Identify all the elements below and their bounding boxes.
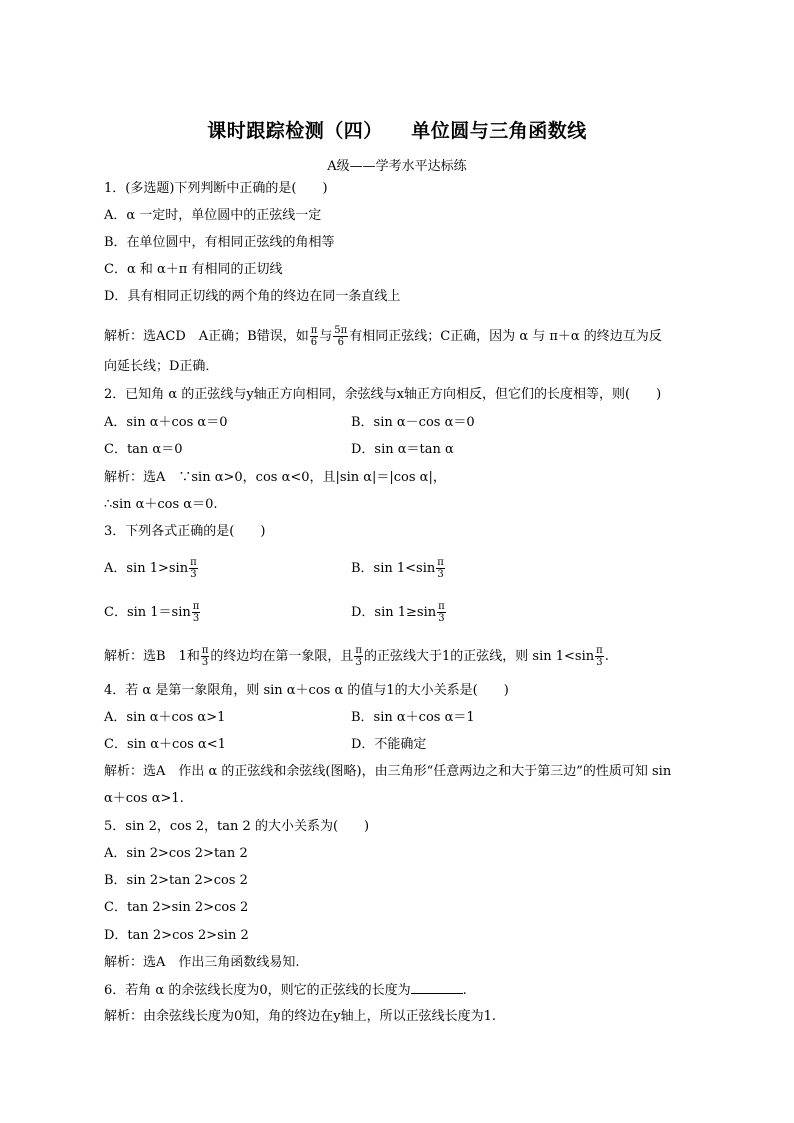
q3-answer-text-a: 解析：选B 1和 [104,649,200,664]
q3-option-b-text: B．sin 1<sin [351,561,436,576]
q3-option-c-text: C．sin 1＝sin [104,605,191,620]
q1-option-b: B．在单位圆中，有相同正弦线的角相等 [104,235,335,250]
q2-option-d: D．sin α＝tan α [351,442,454,457]
fraction-pi-over-3 [354,645,363,668]
q4-stem: 4．若 α 是第一象限角，则 sin α＋cos α 的值与1的大小关系是( ) [104,683,509,698]
section-subtitle: A级——学考水平达标练 [327,159,467,174]
q3-answer-text-b: 的终边均在第一象限，且 [210,649,354,664]
fraction-pi-over-3 [189,557,198,580]
answer-blank [411,981,463,994]
fraction-numerator: π [190,557,197,568]
fraction-denominator: 3 [190,569,197,580]
fraction-numerator: π [437,557,444,568]
q3-option-d-text: D．sin 1≥sin [351,605,437,620]
fraction-denominator: 3 [201,657,209,668]
q2-answer-line1: 解析：选A ∵sin α>0，cos α<0，且|sin α|＝|cos α|， [104,470,446,485]
q2-answer-line2: ∴sin α＋cos α＝0. [104,497,218,512]
q2-option-b: B．sin α－cos α＝0 [351,415,475,430]
q1-option-c: C．α 和 α＋π 有相同的正切线 [104,262,283,277]
q1-answer-line2: 向延长线；D正确． [104,359,219,374]
q3-stem: 3．下列各式正确的是( ) [104,524,266,539]
q6-answer: 解析：由余弦线长度为0知，角的终边在y轴上，所以正弦线长度为1. [104,1009,497,1024]
q3-option-d [351,601,447,624]
fraction-denominator: 3 [437,569,444,580]
q3-option-b [351,557,446,580]
fraction-numerator: π [596,645,603,656]
q3-option-a-text: A．sin 1>sin [104,561,189,576]
q3-answer-text-d: . [604,649,609,664]
fraction-pi-over-6 [310,325,319,348]
fraction-denominator: 6 [337,337,344,348]
fraction-pi-over-3 [201,645,210,668]
q2-stem: 2．已知角 α 的正弦线与y轴正方向相同，余弦线与x轴正方向相反，但它们的长度相等，则( ) [104,387,662,402]
q3-option-a [104,557,199,580]
q5-option-c: C．tan 2>sin 2>cos 2 [104,900,249,915]
q6-stem-period: . [462,983,467,998]
q3-option-c [104,601,201,624]
fraction-pi-over-3 [437,601,446,624]
page-title: 课时跟踪检测（四） 单位圆与三角函数线 [207,120,587,142]
fraction-pi-over-3 [595,645,604,668]
fraction-denominator: 6 [310,337,318,348]
fraction-numerator: π [201,645,209,656]
q2-option-a: A．sin α＋cos α＝0 [104,415,228,430]
fraction-5pi-over-6 [333,325,348,348]
q2-option-c: C．tan α＝0 [104,442,183,457]
q4-answer-line2: α＋cos α>1. [104,791,184,806]
q5-option-d: D．tan 2>cos 2>sin 2 [104,928,249,943]
fraction-denominator: 3 [438,613,445,624]
q1-answer-line1 [104,325,662,348]
fraction-numerator: π [438,601,445,612]
q4-answer-line1: 解析：选A 作出 α 的正弦线和余弦线(图略)，由三角形“任意两边之和大于第三边”的性质可知 sin [104,764,672,779]
fraction-denominator: 3 [192,613,200,624]
fraction-pi-over-3 [436,557,445,580]
q1-answer-text-c: 有相同正弦线；C正确，因为 α 与 π＋α 的终边互为反 [349,329,662,344]
fraction-numerator: π [310,325,318,336]
fraction-numerator: π [355,645,362,656]
q5-option-a: A．sin 2>cos 2>tan 2 [104,846,248,861]
q3-answer [104,645,609,668]
q3-answer-text-c: 的正弦线大于1的正弦线，则 sin 1<sin [364,649,595,664]
fraction-numerator: π [192,601,200,612]
q5-option-b: B．sin 2>tan 2>cos 2 [104,873,248,888]
q5-answer: 解析：选A 作出三角函数线易知. [104,955,300,970]
q1-stem: 1．(多选题)下列判断中正确的是( ) [104,181,328,196]
fraction-pi-over-3 [192,601,201,624]
q4-option-a: A．sin α＋cos α>1 [104,710,226,725]
q1-answer-text-a: 解析：选ACD A正确；B错误，如 [104,329,309,344]
q1-answer-text-b: 与 [319,329,333,344]
q4-option-d: D．不能确定 [351,737,427,752]
q4-option-b: B．sin α＋cos α＝1 [351,710,475,725]
q6-stem [104,981,467,1000]
q6-stem-text: 6．若角 α 的余弦线长度为0，则它的正弦线的长度为 [104,983,411,998]
fraction-denominator: 3 [596,657,603,668]
q5-stem: 5．sin 2，cos 2，tan 2 的大小关系为( ) [104,819,370,834]
fraction-numerator: 5π [334,325,348,336]
q4-option-c: C．sin α＋cos α<1 [104,737,226,752]
fraction-denominator: 3 [355,657,362,668]
q1-option-a: A．α 一定时，单位圆中的正弦线一定 [104,208,322,223]
q1-option-d: D．具有相同正切线的两个角的终边在同一条直线上 [104,289,401,304]
